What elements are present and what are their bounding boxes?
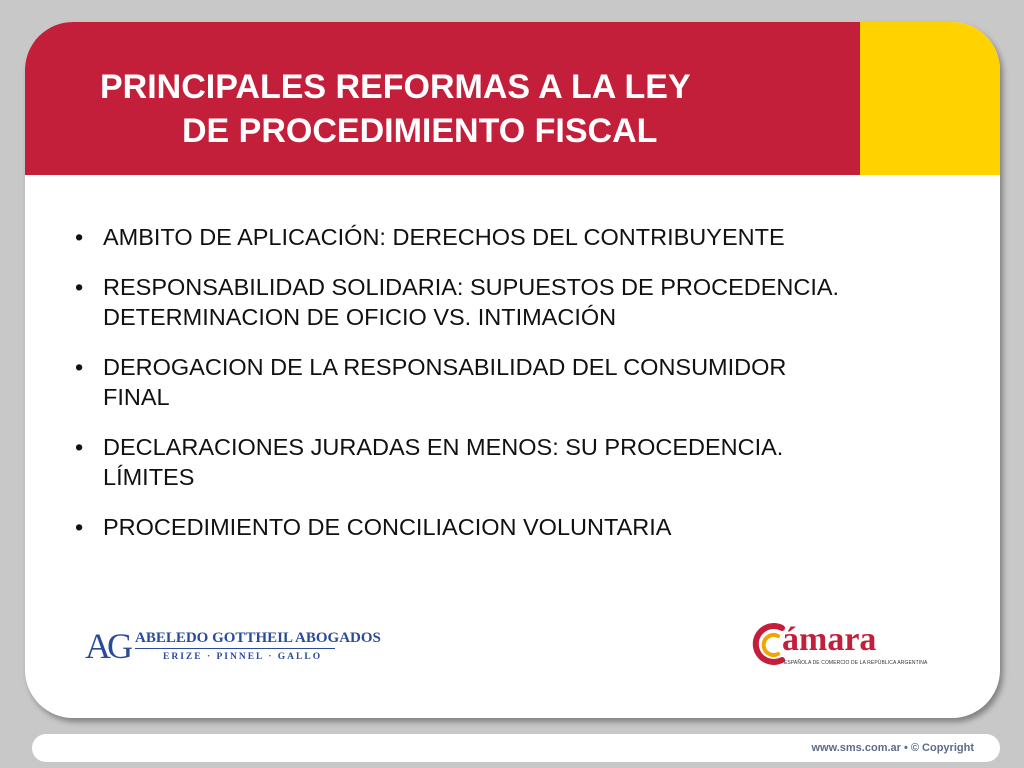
header-accent-block	[860, 22, 1000, 175]
bullet-text: AMBITO DE APLICACIÓN: DERECHOS DEL CONTRIBUYENTE	[103, 224, 785, 250]
ag-firm-name: ABELEDO GOTTHEIL ABOGADOS	[135, 630, 381, 646]
ag-divider	[135, 648, 335, 649]
bullet-dot: •	[75, 224, 84, 250]
bullet-item	[75, 512, 955, 542]
bullet-list	[75, 222, 955, 562]
camara-wordmark: ámara	[782, 621, 877, 658]
bullet-item	[75, 272, 955, 332]
bullet-text-continuation: LÍMITES	[103, 464, 195, 490]
bullet-dot: •	[75, 274, 84, 300]
bullet-dot: •	[75, 354, 84, 380]
slide-card	[25, 22, 1000, 718]
bullet-text-continuation: DETERMINACION DE OFICIO VS. INTIMACIÓN	[103, 304, 617, 330]
bullet-text: PROCEDIMIENTO DE CONCILIACION VOLUNTARIA	[103, 514, 672, 540]
bullet-text: DEROGACION DE LA RESPONSABILIDAD DEL CONSUMIDOR	[103, 354, 787, 380]
ag-monogram: AG	[85, 626, 129, 666]
slide-title-line-1: PRINCIPALES REFORMAS A LA LEY	[100, 68, 691, 106]
bullet-dot: •	[75, 434, 84, 460]
bullet-dot: •	[75, 514, 84, 540]
bullet-text: DECLARACIONES JURADAS EN MENOS: SU PROCEDENCIA.	[103, 434, 784, 460]
bullet-text-continuation: FINAL	[103, 384, 170, 410]
camara-logo	[752, 620, 932, 670]
bullet-item	[75, 352, 955, 412]
bullet-item	[75, 222, 955, 252]
footer-copyright: www.sms.com.ar • © Copyright	[811, 742, 974, 754]
footer-bar	[32, 734, 1000, 762]
bullet-item	[75, 432, 955, 492]
bullet-text: RESPONSABILIDAD SOLIDARIA: SUPUESTOS DE PROCEDENCIA.	[103, 274, 840, 300]
slide-title-line-2: DE PROCEDIMIENTO FISCAL	[182, 112, 658, 150]
camara-c-mark-icon	[752, 620, 786, 666]
ag-partners: ERIZE · PINNEL · GALLO	[163, 652, 323, 662]
camara-tagline: ESPAÑOLA DE COMERCIO DE LA REPÚBLICA ARGENTINA	[784, 660, 928, 666]
abeledo-gottheil-logo	[85, 626, 381, 666]
slide-title	[100, 65, 691, 153]
